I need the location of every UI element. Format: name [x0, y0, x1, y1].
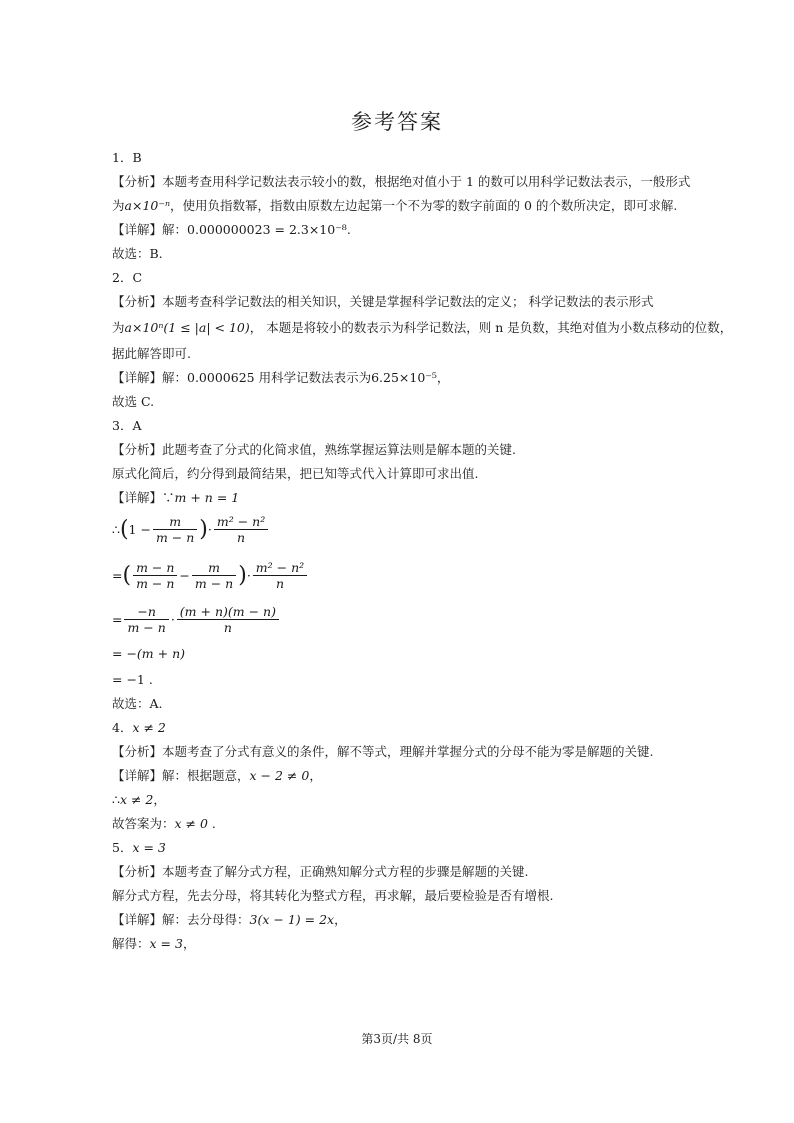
q1-detail: 【详解】解：0.000000023 = 2.3×10⁻⁸.	[112, 222, 351, 237]
math: x ≠ 2	[132, 720, 166, 735]
q3-answer: 3．A	[112, 418, 142, 433]
q2-analysis-line1: 【分析】本题考查科学记数法的相关知识，关键是掌握科学记数法的定义； 科学记数法的表示形式	[112, 294, 654, 309]
math: x = 3	[132, 840, 166, 855]
q3-choice: 故选：A.	[112, 696, 163, 711]
math: 0.000000023 = 2.3×10⁻⁸	[187, 222, 347, 237]
page-title: 参考答案	[351, 110, 443, 134]
q3-step3: = $\frac{-n}{m - n}$ · $\frac{(m + n)(m - n)}{n}$	[112, 604, 281, 635]
page-footer: 第3页/共 8页	[361, 1032, 433, 1046]
math: x ≠ 2	[119, 792, 154, 807]
math: 3(x − 1) = 2x	[249, 912, 335, 927]
q4-analysis: 【分析】本题考查了分式有意义的条件，解不等式，理解并掌握分式的分母不能为零是解题的关键.	[112, 744, 654, 759]
math: a×10⁻ⁿ	[124, 198, 171, 213]
q2-analysis-line2: 为a×10ⁿ(1 ≤ |a| < 10)， 本题是将较小的数表示为科学记数法，则 n 是负数，其绝对值为小数点移动的位数，	[112, 320, 733, 335]
q2-choice: 故选 C.	[112, 394, 155, 409]
q3-analysis-line2: 原式化简后，约分得到最简结果，把已知等式代入计算即可求出值.	[112, 466, 479, 481]
q5-detail: 【详解】解：去分母得：3(x − 1) = 2x，	[112, 912, 347, 927]
q1-analysis-line1: 【分析】本题考查用科学记数法表示较小的数，根据绝对值小于 1 的数可以用科学记数法表示，一般形式	[112, 174, 691, 189]
math: x ≠ 0	[174, 816, 208, 831]
q3-step1: ∴ ( 1 − $\frac{m}{m - n}$ ) · $\frac{\text{m² − n²}}{n}$	[112, 514, 270, 545]
q5-analysis-line2: 解分式方程，先去分母，将其转化为整式方程，再求解，最后要检验是否有增根.	[112, 888, 554, 903]
q5-analysis-line1: 【分析】本题考查了解分式方程，正确熟知解分式方程的步骤是解题的关键.	[112, 864, 529, 879]
q2-analysis-line3: 据此解答即可.	[112, 346, 191, 361]
math: x = 3	[149, 936, 183, 951]
math: x − 2 ≠ 0	[249, 768, 310, 783]
math: a×10ⁿ(1 ≤ |a| < 10)	[124, 320, 250, 335]
q5-step1: 解得：x = 3，	[112, 936, 196, 951]
q5-answer: 5．x = 3	[112, 840, 166, 855]
q1-analysis-line2: 为a×10⁻ⁿ，使用负指数幂，指数由原数左边起第一个不为零的数字前面的 0 的个数所决定，即可求解.	[112, 198, 678, 213]
q4-final: 故答案为：x ≠ 0 .	[112, 816, 216, 831]
math: 6.25×10⁻⁵	[371, 370, 437, 385]
q2-answer: 2．C	[112, 270, 143, 285]
q3-step2: = ( $\frac{m - n}{m - n}$ − $\frac{m}{m - n}$ ) · $\frac{\text{m² − n²}}{n}$	[112, 560, 309, 591]
q2-detail: 【详解】解：0.0000625 用科学记数法表示为6.25×10⁻⁵，	[112, 370, 450, 385]
q3-step4: = −(m + n)	[112, 646, 185, 661]
q1-choice: 故选：B.	[112, 246, 163, 261]
q1-answer: 1．B	[112, 150, 142, 165]
q3-detail: 【详解】∵m + n = 1	[112, 490, 240, 505]
q3-analysis-line1: 【分析】此题考查了分式的化简求值，熟练掌握运算法则是解本题的关键.	[112, 442, 516, 457]
math: m + n = 1	[174, 490, 240, 505]
q4-answer: 4．x ≠ 2	[112, 720, 166, 735]
q3-step5: = −1 .	[112, 672, 153, 687]
q4-step1: ∴x ≠ 2，	[112, 792, 166, 807]
q4-detail: 【详解】解：根据题意，x − 2 ≠ 0，	[112, 768, 322, 783]
